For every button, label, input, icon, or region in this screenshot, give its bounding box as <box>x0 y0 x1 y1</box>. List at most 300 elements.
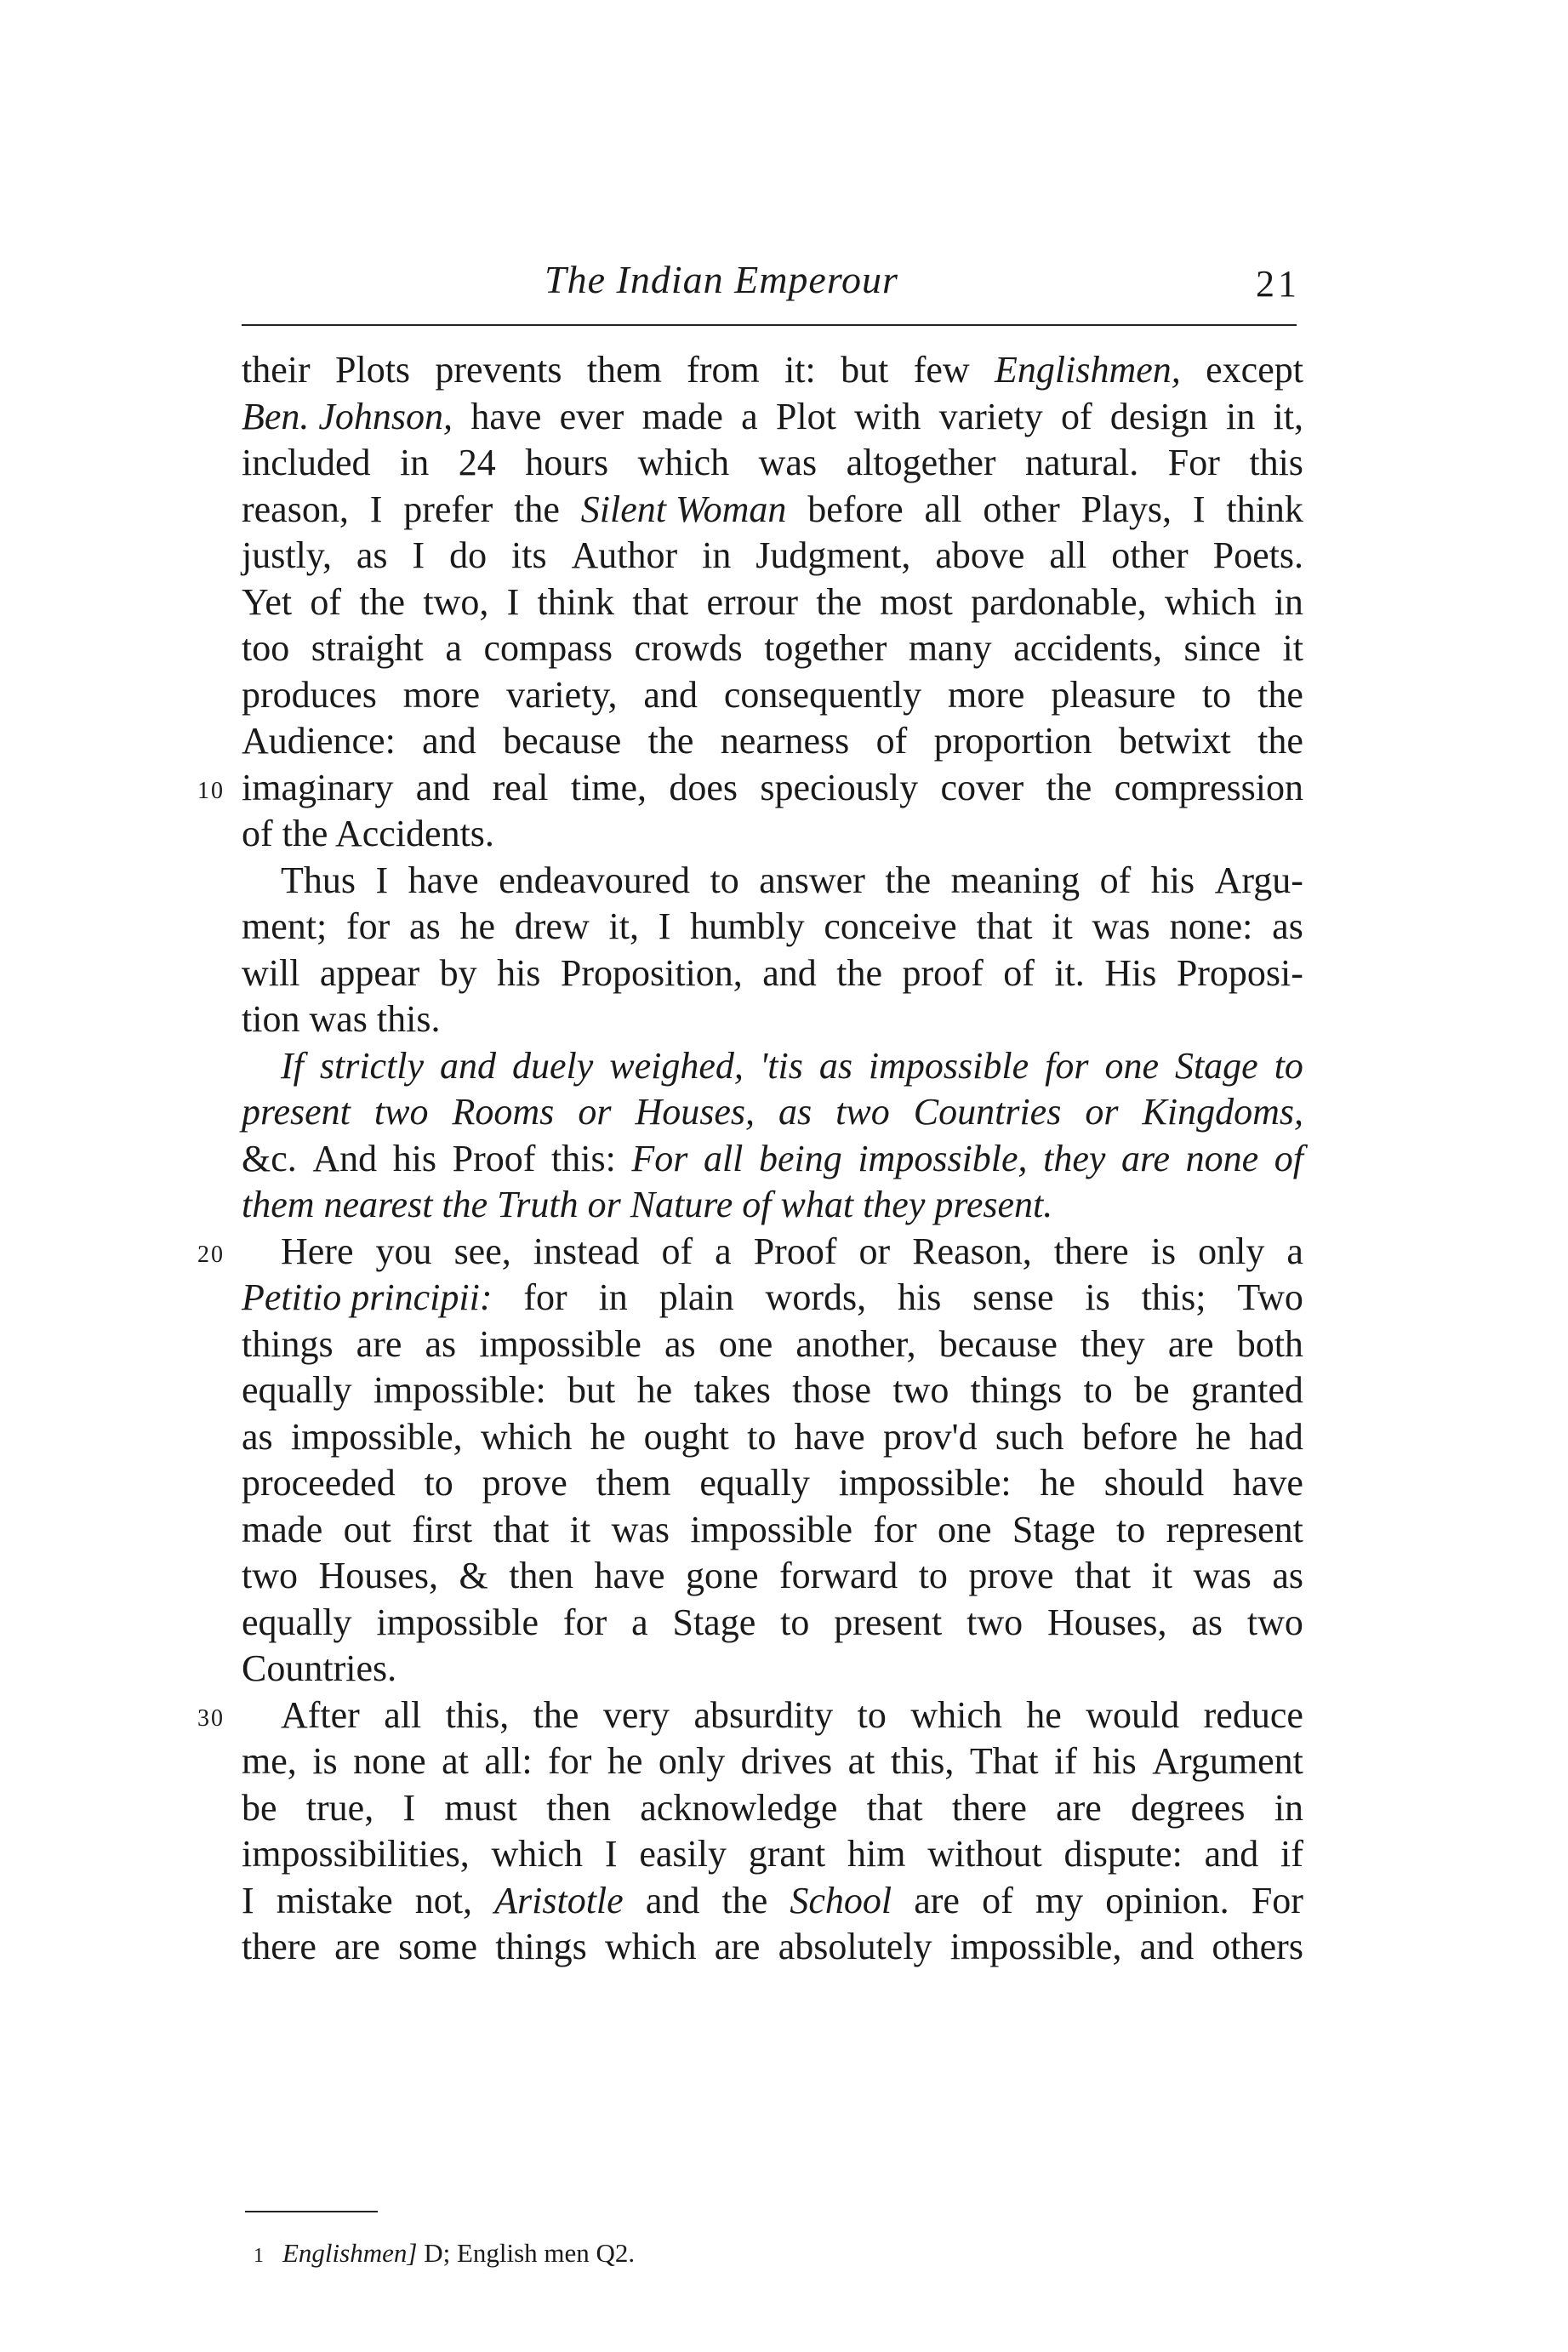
word: out <box>343 1508 391 1550</box>
word: Reason, <box>912 1230 1032 1272</box>
word: had <box>1249 1415 1303 1458</box>
word: only <box>658 1740 726 1782</box>
word: another, <box>795 1322 916 1365</box>
text-line <box>242 440 1303 487</box>
word: most <box>880 580 953 623</box>
word: weighed, <box>609 1044 744 1087</box>
word: produces <box>242 673 377 716</box>
word: impossible, <box>949 1926 1122 1967</box>
word: at <box>442 1740 469 1782</box>
word: errour <box>706 580 798 623</box>
word: For <box>1167 442 1220 483</box>
word: to <box>1201 673 1232 716</box>
word: Two <box>1237 1276 1303 1318</box>
word: Houses, <box>635 1091 755 1133</box>
word: there <box>242 1926 316 1967</box>
word: there <box>1053 1230 1129 1272</box>
word: it <box>1282 627 1303 669</box>
word: other <box>1111 534 1189 576</box>
text-line <box>242 487 1303 534</box>
word: betwixt <box>1118 720 1231 762</box>
word: humbly <box>690 905 805 947</box>
word: they <box>1080 1322 1145 1365</box>
word: I <box>412 534 425 576</box>
word: Kingdoms, <box>1142 1091 1303 1133</box>
word: because <box>938 1322 1058 1365</box>
text-line <box>242 996 1303 1043</box>
word: answer <box>759 859 865 901</box>
body-text <box>242 347 1303 1971</box>
text-line <box>242 858 1303 905</box>
word: mistake <box>276 1879 393 1921</box>
word: impossible, <box>858 1137 1028 1179</box>
word: endeavoured <box>499 859 690 901</box>
word: two, <box>423 580 489 623</box>
word: included <box>242 442 371 483</box>
word: Houses, <box>1046 1601 1167 1643</box>
word: if <box>1054 1740 1077 1782</box>
word: impossible: <box>838 1462 1012 1504</box>
word: impossible: <box>373 1369 546 1411</box>
word: all <box>924 488 962 530</box>
text-line <box>242 1646 1303 1693</box>
word: equally <box>242 1601 352 1643</box>
word: conceive <box>824 905 957 947</box>
word: will <box>242 951 300 994</box>
word: speciously <box>760 766 919 808</box>
word: Stage <box>1174 1044 1258 1087</box>
word: some <box>398 1926 477 1967</box>
word: except <box>1206 349 1303 391</box>
word: prefer <box>403 488 493 530</box>
word: appear <box>319 951 420 994</box>
word: tion was this. <box>242 998 441 1040</box>
text-line <box>242 1043 1303 1090</box>
word: at <box>847 1740 875 1782</box>
word: justly, <box>242 534 332 576</box>
word: I <box>604 1833 618 1875</box>
word: I <box>506 580 520 623</box>
word: which <box>637 442 730 483</box>
word: things <box>242 1322 334 1365</box>
word: must <box>444 1786 517 1829</box>
word: he <box>1026 1693 1062 1736</box>
word: very <box>602 1693 670 1736</box>
word: its <box>511 534 547 576</box>
running-head-title: The Indian Emperour <box>545 258 898 301</box>
word: proceeded <box>242 1462 396 1504</box>
word: absolutely <box>778 1926 932 1967</box>
word: being <box>758 1137 842 1179</box>
word: you <box>375 1230 432 1272</box>
text-line <box>242 1553 1303 1600</box>
word: Stage <box>672 1601 756 1643</box>
word: as <box>356 534 388 576</box>
word: the <box>1046 766 1092 808</box>
word: none: <box>1169 905 1253 947</box>
text-line <box>242 1182 1303 1229</box>
word: together <box>764 627 887 669</box>
word: none <box>1185 1137 1259 1179</box>
word: the <box>1257 720 1303 762</box>
word: impossible <box>690 1508 853 1550</box>
word: words, <box>765 1276 867 1318</box>
word: straight <box>311 627 424 669</box>
word: of <box>875 720 908 762</box>
text-line <box>242 951 1303 997</box>
word: present <box>834 1601 943 1643</box>
word: it <box>1151 1555 1172 1596</box>
word: him <box>847 1833 906 1875</box>
word: Proposition, <box>560 951 743 994</box>
word: which <box>480 1415 573 1458</box>
word: with <box>854 395 921 437</box>
word: strictly <box>319 1044 425 1087</box>
word: of the Accidents. <box>242 813 494 854</box>
word: For <box>1251 1879 1303 1921</box>
word: impossible, <box>290 1415 463 1458</box>
word: or <box>858 1230 891 1272</box>
footnote-rule <box>245 2211 378 2212</box>
word: and <box>1204 1833 1259 1875</box>
line-number-10: 10 <box>197 778 225 804</box>
text-line <box>242 1322 1303 1368</box>
text-line <box>242 1414 1303 1461</box>
word: me, <box>242 1740 297 1782</box>
word: see, <box>453 1230 511 1272</box>
text-line <box>242 1460 1303 1507</box>
text-line <box>242 625 1303 672</box>
word: Plays, <box>1080 488 1172 530</box>
text-line <box>242 1600 1303 1647</box>
word: to <box>710 859 739 901</box>
word: for <box>548 1740 592 1782</box>
word: have <box>1232 1462 1303 1504</box>
word: Petitio principii: <box>242 1276 493 1318</box>
word: crowds <box>634 627 743 669</box>
word: a <box>741 395 758 437</box>
word: are <box>914 1879 960 1921</box>
word: I <box>375 859 389 901</box>
word: have <box>470 395 542 437</box>
word: real <box>492 766 549 808</box>
word: think <box>1226 488 1303 530</box>
word: that <box>866 1786 923 1829</box>
word: the <box>721 1879 768 1921</box>
word: for <box>523 1276 567 1318</box>
word: as <box>425 1322 457 1365</box>
word: they <box>1043 1137 1106 1179</box>
word: without <box>927 1833 1042 1875</box>
word: if <box>1280 1833 1303 1875</box>
word: more <box>402 673 481 716</box>
word: but <box>567 1369 616 1411</box>
word: ought <box>643 1415 729 1458</box>
word: duely <box>512 1044 594 1087</box>
text-line <box>242 718 1303 765</box>
word: by <box>439 951 477 994</box>
header-rule <box>242 324 1297 326</box>
word: it, <box>608 905 639 947</box>
word: of <box>1061 395 1092 437</box>
word: of <box>1099 859 1132 901</box>
word: Argu- <box>1214 859 1303 901</box>
word: was <box>611 1508 670 1550</box>
word: are <box>1167 1322 1214 1365</box>
word: would <box>1086 1693 1180 1736</box>
word: be <box>242 1786 277 1829</box>
word: which <box>491 1833 584 1875</box>
word: Proof <box>753 1230 837 1272</box>
word: that <box>632 580 689 623</box>
word: forward <box>778 1555 898 1596</box>
word: Houses, <box>318 1555 439 1596</box>
word: variety, <box>506 673 618 716</box>
word: time, <box>570 766 647 808</box>
word: the <box>836 951 882 994</box>
word: After <box>281 1693 360 1736</box>
word: impossible <box>868 1044 1029 1087</box>
word: other <box>983 488 1060 530</box>
word: represent <box>1166 1508 1303 1550</box>
word: drives <box>740 1740 833 1782</box>
word: Silent Woman <box>580 488 787 530</box>
word: And <box>312 1137 378 1179</box>
word: Proposi- <box>1176 951 1303 994</box>
word: present <box>242 1091 351 1133</box>
word: variety <box>938 395 1043 437</box>
word: are <box>334 1926 380 1967</box>
word: takes <box>693 1369 771 1411</box>
word: Aristotle <box>494 1879 624 1921</box>
word: and <box>643 673 698 716</box>
word: it <box>569 1508 591 1550</box>
word: absurdity <box>693 1693 834 1736</box>
word: and <box>440 1044 497 1087</box>
word: and <box>762 951 817 994</box>
word: accidents, <box>1013 627 1162 669</box>
word: opinion. <box>1105 1879 1229 1921</box>
word: compression <box>1114 766 1303 808</box>
word: only <box>1198 1230 1265 1272</box>
word: are <box>356 1322 402 1365</box>
word: are <box>714 1926 761 1967</box>
word: is <box>312 1740 338 1782</box>
word: &c. <box>242 1137 297 1179</box>
word: equally <box>699 1462 810 1504</box>
word: this, <box>890 1740 955 1782</box>
word: as <box>778 1091 813 1133</box>
word: gone <box>685 1555 759 1596</box>
word: Plot <box>775 395 836 437</box>
word: a <box>715 1230 732 1272</box>
word: prov'd <box>883 1415 978 1458</box>
word: Yet <box>242 580 293 623</box>
text-line <box>242 1507 1303 1554</box>
word: that <box>1075 1555 1132 1596</box>
word: it. <box>1054 951 1085 994</box>
word: then <box>509 1555 573 1596</box>
word: those <box>792 1369 872 1411</box>
word: grant <box>748 1833 826 1875</box>
word: the <box>1257 673 1303 716</box>
word: his <box>1150 859 1195 901</box>
word: was <box>1193 1555 1252 1596</box>
word: his <box>392 1137 437 1179</box>
line-number-30: 30 <box>197 1705 225 1732</box>
word: and <box>422 720 476 762</box>
word: degrees <box>1131 1786 1246 1829</box>
text-line <box>242 811 1303 858</box>
word: & <box>459 1555 488 1596</box>
word: them nearest the Truth or Nature of what they present. <box>242 1184 1053 1225</box>
word: impossible <box>479 1322 641 1365</box>
word: meaning <box>950 859 1080 901</box>
word: as <box>818 1044 852 1087</box>
word: Ben. Johnson, <box>242 395 453 437</box>
word: does <box>669 766 738 808</box>
word: more <box>948 673 1025 716</box>
word: none <box>353 1740 426 1782</box>
word: one <box>1104 1044 1159 1087</box>
word: or <box>578 1091 612 1133</box>
word: before <box>1081 1415 1178 1458</box>
word: plain <box>659 1276 734 1318</box>
word: sense <box>972 1276 1054 1318</box>
word: to <box>747 1415 777 1458</box>
word: of <box>310 580 342 623</box>
word: For <box>631 1137 688 1179</box>
text-line <box>242 904 1303 951</box>
word: there <box>951 1786 1027 1829</box>
word: his <box>497 951 541 994</box>
word: and <box>1139 1926 1195 1967</box>
word: which <box>1164 580 1257 623</box>
word: equally <box>242 1369 352 1411</box>
word: he <box>607 1740 643 1782</box>
word: granted <box>1190 1369 1303 1411</box>
word: Rooms <box>452 1091 555 1133</box>
word: all <box>1049 534 1087 576</box>
word: Proof <box>452 1137 536 1179</box>
text-line <box>242 1367 1303 1414</box>
word: two <box>835 1091 890 1133</box>
word: imaginary <box>242 766 394 808</box>
word: are <box>1056 1786 1102 1829</box>
footnote-number: 1 <box>254 2245 264 2267</box>
word: I <box>1192 488 1206 530</box>
word: a <box>1286 1230 1303 1272</box>
word: made <box>242 1508 323 1550</box>
word: to <box>1083 1369 1113 1411</box>
word: and <box>645 1879 700 1921</box>
word: in <box>1274 1786 1303 1829</box>
word: of <box>1003 951 1035 994</box>
word: two <box>242 1555 298 1596</box>
word: Argument <box>1152 1740 1303 1782</box>
word: prove <box>968 1555 1054 1596</box>
word: pardonable, <box>971 580 1147 623</box>
word: as <box>409 905 441 947</box>
word: in <box>598 1276 628 1318</box>
word: the <box>533 1693 579 1736</box>
word: in <box>1226 395 1256 437</box>
word: to <box>1116 1508 1146 1550</box>
word: all <box>703 1137 744 1179</box>
word: others <box>1212 1926 1303 1967</box>
word: and <box>415 766 470 808</box>
word: the <box>359 580 406 623</box>
word: have <box>408 859 479 901</box>
word: proportion <box>933 720 1092 762</box>
word: true, <box>305 1786 374 1829</box>
footnote-text: D; English men Q2. <box>424 2238 636 2268</box>
word: pleasure <box>1051 673 1176 716</box>
word: one <box>938 1508 992 1550</box>
word: two <box>373 1091 429 1133</box>
word: both <box>1236 1322 1303 1365</box>
word: in <box>702 534 732 576</box>
word: he <box>459 905 495 947</box>
word: the <box>816 580 863 623</box>
word: it: <box>784 349 816 391</box>
word: Countries <box>913 1091 1062 1133</box>
word: them <box>596 1462 671 1504</box>
word: one <box>718 1322 773 1365</box>
word: this <box>1249 442 1303 483</box>
word: I <box>402 1786 416 1829</box>
word: to <box>424 1462 453 1504</box>
word: above <box>935 534 1025 576</box>
word: to <box>857 1693 887 1736</box>
word: as <box>664 1322 696 1365</box>
word: since <box>1183 627 1261 669</box>
word: reason, <box>242 488 349 530</box>
word: 24 <box>458 442 496 483</box>
word: for <box>562 1601 607 1643</box>
word: ment; <box>242 905 328 947</box>
word: as <box>1191 1601 1223 1643</box>
text-line <box>242 1738 1303 1785</box>
word: before <box>807 488 904 530</box>
word: the <box>647 720 694 762</box>
word: it, <box>1273 395 1303 437</box>
line-number-20: 20 <box>197 1242 225 1268</box>
page-number: 21 <box>1256 263 1300 305</box>
word: acknowledge <box>640 1786 838 1829</box>
word: I <box>369 488 383 530</box>
text-line <box>242 1089 1303 1136</box>
word: he <box>636 1369 673 1411</box>
word: for <box>1045 1044 1089 1087</box>
word: which <box>910 1693 1002 1736</box>
word: which <box>605 1926 697 1967</box>
word: to <box>918 1555 948 1596</box>
text-line <box>242 1785 1303 1832</box>
word: If <box>281 1044 304 1087</box>
word: two <box>966 1601 1023 1643</box>
text-line <box>242 1693 1303 1739</box>
word: that <box>493 1508 550 1550</box>
word: two <box>892 1369 949 1411</box>
word: or <box>1085 1091 1119 1133</box>
word: design <box>1109 395 1208 437</box>
text-line <box>242 1831 1303 1878</box>
word: think <box>537 580 614 623</box>
word: Poets. <box>1212 534 1303 576</box>
word: the <box>885 859 932 901</box>
word: of <box>661 1230 693 1272</box>
